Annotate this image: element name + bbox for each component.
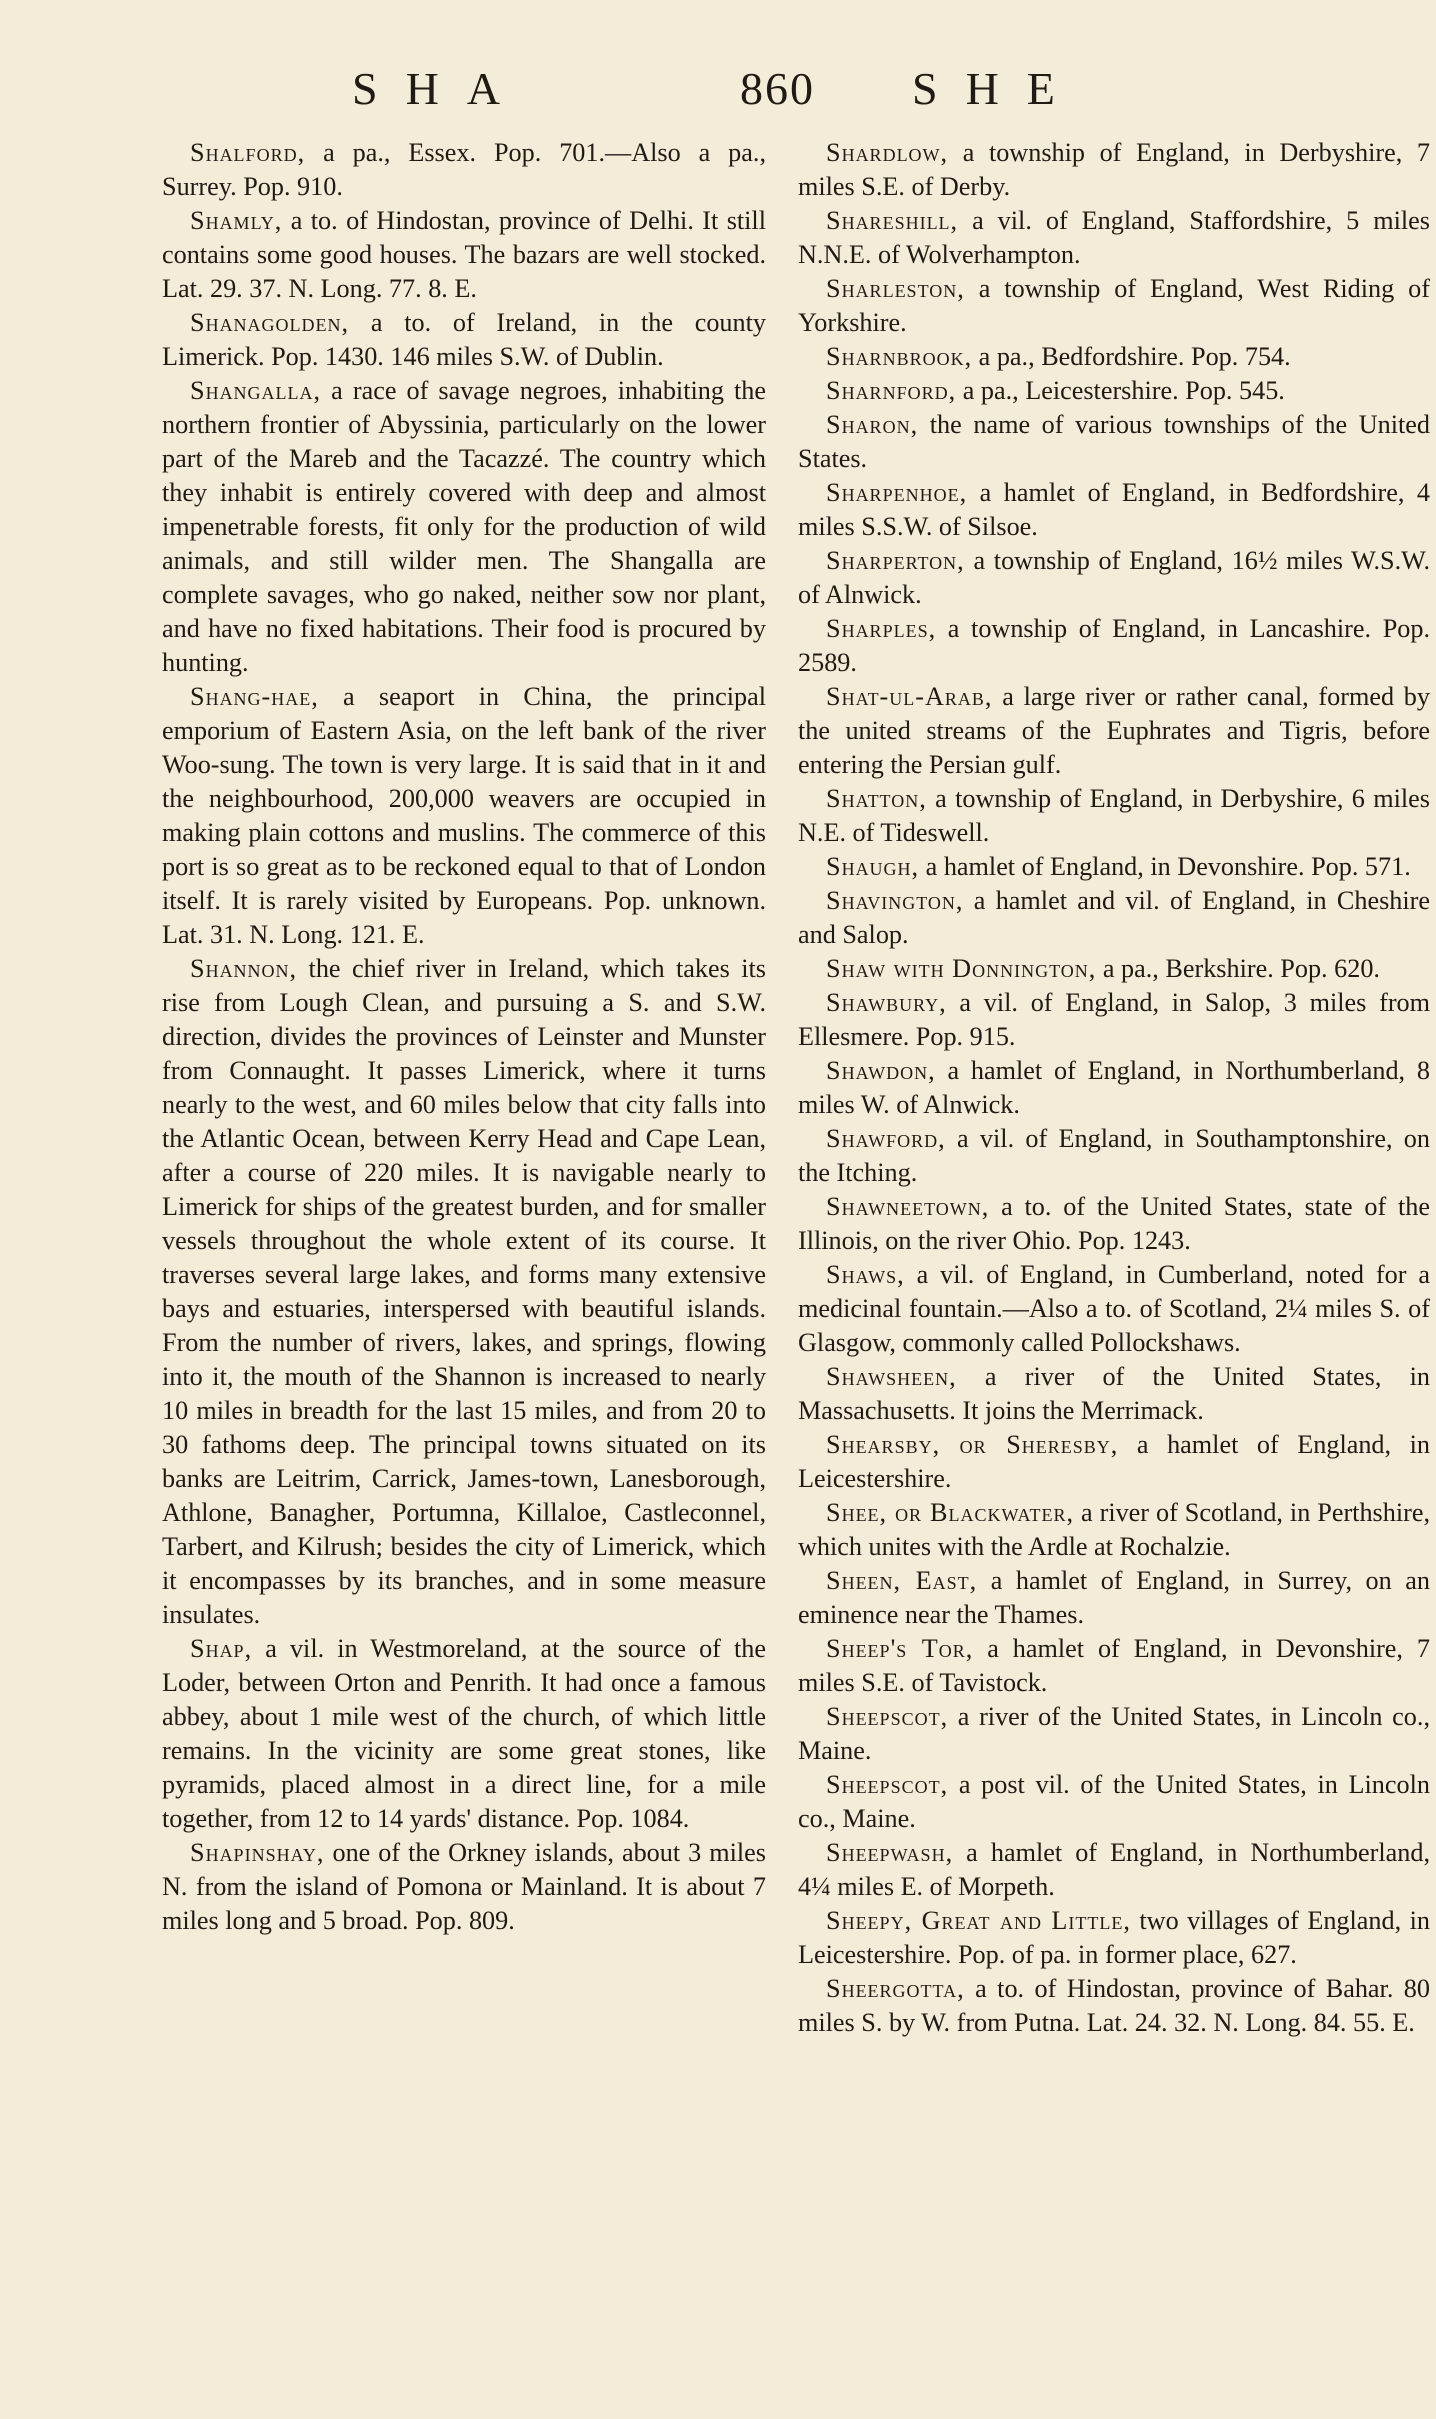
entry-headword: Shamly, — [190, 206, 283, 235]
entry-headword: Shat-ul-Arab, — [826, 682, 993, 711]
gazetteer-entry — [798, 850, 1430, 884]
entry-headword: Shap, — [190, 1634, 253, 1663]
entry-headword: Shaws, — [826, 1260, 905, 1289]
entry-headword: Sharleston, — [826, 274, 965, 303]
entry-text: a vil. of England, in Southamptonshire, on the Itching. — [798, 1124, 1430, 1187]
gazetteer-entry — [798, 1972, 1430, 2040]
entry-headword: Sharon, — [826, 410, 919, 439]
entry-text: a hamlet of England, in Northumberland, 4¼ miles E. of Morpeth. — [798, 1838, 1430, 1901]
entry-text: a vil. in Westmoreland, at the source of the Loder, between Orton and Penrith. It had once a famous abbey, about 1 mile west of the church, of which little remains. In the vicinity are some great stones, like pyramids, placed almost in a direct line, for a mile together, from 12 to 14 yards' distance. Pop. 1084. — [162, 1634, 766, 1833]
entry-headword: Shareshill, — [826, 206, 959, 235]
entry-headword: Shang-hae, — [190, 682, 319, 711]
gazetteer-entry — [798, 1190, 1430, 1258]
entry-headword: Shaw with Donnington, — [826, 954, 1097, 983]
header-right-guide-word: SHE — [912, 63, 1083, 114]
entry-text: a hamlet of England, in Devonshire, 7 miles S.E. of Tavistock. — [798, 1634, 1430, 1697]
entry-text: a township of England, in Derbyshire, 6 miles N.E. of Tideswell. — [798, 784, 1430, 847]
gazetteer-entry — [162, 680, 766, 952]
gazetteer-entry — [798, 136, 1430, 204]
header-left-guide-word: SHA — [352, 63, 529, 114]
entry-headword: Sheep's Tor, — [826, 1634, 974, 1663]
entry-text: a river of the United States, in Lincoln co., Maine. — [798, 1702, 1430, 1765]
entry-text: a hamlet of England, in Leicestershire. — [798, 1430, 1430, 1493]
gazetteer-entry — [162, 1632, 766, 1836]
entry-headword: Sheepy, Great and Little, — [826, 1906, 1131, 1935]
entry-headword: Shee, or Blackwater, — [826, 1498, 1075, 1527]
entry-text: a large river or rather canal, formed by the united streams of the Euphrates and Tigris, before entering the Persian gulf. — [798, 682, 1430, 779]
gazetteer-entry — [798, 1428, 1430, 1496]
entry-text: a vil. of England, in Cumberland, noted for a medicinal fountain.—Also a to. of Scotland, 2¼ miles S. of Glasgow, commonly called Pollockshaws. — [798, 1260, 1430, 1357]
entry-text: a to. of Hindostan, province of Bahar. 80 miles S. by W. from Putna. Lat. 24. 32. N. Long. 84. 55. E. — [798, 1974, 1430, 2037]
entry-headword: Sharnbrook, — [826, 342, 973, 371]
gazetteer-entry — [162, 204, 766, 306]
entry-headword: Shavington, — [826, 886, 964, 915]
entry-headword: Shangalla, — [190, 376, 322, 405]
entry-text: a township of England, 16½ miles W.S.W. of Alnwick. — [798, 546, 1430, 609]
entry-text: a post vil. of the United States, in Lincoln co., Maine. — [798, 1770, 1430, 1833]
gazetteer-entry — [798, 782, 1430, 850]
entry-headword: Shawford, — [826, 1124, 946, 1153]
entry-text: a hamlet of England, in Devonshire. Pop. 571. — [919, 852, 1411, 881]
entry-headword: Shatton, — [826, 784, 927, 813]
entry-headword: Shawdon, — [826, 1056, 936, 1085]
running-head — [140, 62, 1436, 132]
gazetteer-entry — [798, 1496, 1430, 1564]
entry-headword: Sharpenhoe, — [826, 478, 968, 507]
entry-headword: Sheepwash, — [826, 1838, 954, 1867]
entry-text: one of the Orkney islands, about 3 miles N. from the island of Pomona or Mainland. It is about 7 miles long and 5 broad. Pop. 809. — [162, 1838, 766, 1935]
entry-headword: Sharperton, — [826, 546, 965, 575]
entry-headword: Shawneetown, — [826, 1192, 990, 1221]
entry-headword: Shanagolden, — [190, 308, 350, 337]
gazetteer-entry — [798, 1360, 1430, 1428]
entry-text: a to. of the United States, state of the Illinois, on the river Ohio. Pop. 1243. — [798, 1192, 1430, 1255]
gazetteer-entry — [798, 612, 1430, 680]
gazetteer-entry — [162, 1836, 766, 1938]
gazetteer-entry — [798, 1700, 1430, 1768]
entry-text: a hamlet of England, in Bedfordshire, 4 miles S.S.W. of Silsoe. — [798, 478, 1430, 541]
entry-text: a pa., Essex. Pop. 701.—Also a pa., Surrey. Pop. 910. — [162, 138, 766, 201]
gazetteer-entry — [162, 306, 766, 374]
entry-text: a vil. of England, Staffordshire, 5 miles N.N.E. of Wolverhampton. — [798, 206, 1430, 269]
gazetteer-entry — [162, 374, 766, 680]
gazetteer-entry — [798, 1054, 1430, 1122]
entry-text: a hamlet of England, in Northumberland, 8 miles W. of Alnwick. — [798, 1056, 1430, 1119]
entry-headword: Shapinshay, — [190, 1838, 325, 1867]
entry-text: a river of the United States, in Massachusetts. It joins the Merrimack. — [798, 1362, 1430, 1425]
gazetteer-entry — [798, 1768, 1430, 1836]
gazetteer-entry — [798, 1836, 1430, 1904]
entry-headword: Shalford, — [190, 138, 306, 167]
gazetteer-entry — [798, 1564, 1430, 1632]
entry-text: a pa., Bedfordshire. Pop. 754. — [972, 342, 1291, 371]
entry-text: a hamlet of England, in Surrey, on an eminence near the Thames. — [798, 1566, 1431, 1629]
entry-headword: Sharples, — [826, 614, 937, 643]
entry-text: a pa., Leicestershire. Pop. 545. — [956, 376, 1285, 405]
gazetteer-entry — [798, 680, 1430, 782]
entry-headword: Sharnford, — [826, 376, 957, 405]
gazetteer-entry — [798, 952, 1430, 986]
entry-text: a hamlet and vil. of England, in Cheshire and Salop. — [798, 886, 1430, 949]
gazetteer-entry — [798, 340, 1430, 374]
entry-headword: Shawbury, — [826, 988, 947, 1017]
entry-headword: Sheen, East, — [826, 1566, 978, 1595]
entry-text: two villages of England, in Leicestershire. Pop. of pa. in former place, 627. — [798, 1906, 1430, 1969]
entry-text: the chief river in Ireland, which takes its rise from Lough Clean, and pursuing a S. and S.W. direction, divides the provinces of Leinster and Munster from Connaught. It passes Limerick, where it turns nearly to the west, and 60 miles below that city falls into the Atlantic Ocean, between Kerry Head and Cape Lean, after a course of 220 miles. It is navigable nearly to Limerick for ships of the greatest burden, and for smaller vessels throughout the whole extent of its course. It traverses several large lakes, and forms many extensive bays and estuaries, interspersed with beautiful islands. From the number of rivers, lakes, and springs, flowing into it, the mouth of the Shannon is increased to nearly 10 miles in breadth for the last 15 miles, and from 20 to 30 fathoms deep. The principal towns situated on its banks are Leitrim, Carrick, James-town, Lanesborough, Athlone, Banagher, Portumna, Killaloe, Castleconnel, Tarbert, and Kilrush; besides the city of Limerick, which it encompasses by its branches, and in some measure insulates. — [162, 954, 766, 1629]
gazetteer-entry — [798, 374, 1430, 408]
entry-text: a township of England, West Riding of Yorkshire. — [798, 274, 1430, 337]
gazetteer-entry — [798, 986, 1430, 1054]
entry-text: a seaport in China, the principal emporium of Eastern Asia, on the left bank of the river Woo-sung. The town is very large. It is said that in it and the neighbourhood, 200,000 weavers are occupied in making plain cottons and muslins. The commerce of this port is so great as to be reckoned equal to that of London itself. It is rarely visited by Europeans. Pop. unknown. Lat. 31. N. Long. 121. E. — [162, 682, 766, 949]
entry-text: a township of England, in Derbyshire, 7 miles S.E. of Derby. — [798, 138, 1430, 201]
entry-text: the name of various townships of the United States. — [798, 410, 1430, 473]
entry-text: a river of Scotland, in Perthshire, which unites with the Ardle at Rochalzie. — [798, 1498, 1430, 1561]
gazetteer-entry — [798, 1632, 1430, 1700]
entry-headword: Shaugh, — [826, 852, 920, 881]
entry-headword: Sheepscot, — [826, 1702, 949, 1731]
gazetteer-entry — [798, 272, 1430, 340]
gazetteer-entry — [798, 544, 1430, 612]
left-column — [162, 136, 766, 1938]
gazetteer-entry — [798, 1258, 1430, 1360]
entry-headword: Sheepscot, — [826, 1770, 949, 1799]
entry-text: a to. of Hindostan, province of Delhi. It still contains some good houses. The bazars are well stocked. Lat. 29. 37. N. Long. 77. 8. E. — [162, 206, 766, 303]
entry-text: a pa., Berkshire. Pop. 620. — [1096, 954, 1380, 983]
entry-text: a race of savage negroes, inhabiting the northern frontier of Abyssinia, particularly on the lower part of the Mareb and the Tacazzé. The country which they inhabit is entirely covered with deep and almost impenetrable forests, fit only for the production of wild animals, and still wilder men. The Shangalla are complete savages, who go naked, neither sow nor plant, and have no fixed habitations. Their food is procured by hunting. — [162, 376, 766, 677]
gazetteer-entry — [798, 1122, 1430, 1190]
entry-headword: Shawsheen, — [826, 1362, 957, 1391]
gazetteer-entry — [162, 952, 766, 1632]
entry-headword: Shannon, — [190, 954, 298, 983]
gazetteer-entry — [798, 204, 1430, 272]
gazetteer-entry — [798, 1904, 1430, 1972]
entry-text: a township of England, in Lancashire. Pop. 2589. — [798, 614, 1430, 677]
entry-text: a vil. of England, in Salop, 3 miles from Ellesmere. Pop. 915. — [798, 988, 1430, 1051]
entry-text: a to. of Ireland, in the county Limerick. Pop. 1430. 146 miles S.W. of Dublin. — [162, 308, 766, 371]
entry-headword: Shardlow, — [826, 138, 949, 167]
gazetteer-entry — [798, 884, 1430, 952]
gazetteer-entry — [798, 476, 1430, 544]
right-column — [798, 136, 1430, 2040]
page-number: 860 — [740, 63, 815, 114]
entry-headword: Shearsby, or Sheresby, — [826, 1430, 1119, 1459]
entry-headword: Sheergotta, — [826, 1974, 965, 2003]
gazetteer-entry — [162, 136, 766, 204]
gazetteer-entry — [798, 408, 1430, 476]
